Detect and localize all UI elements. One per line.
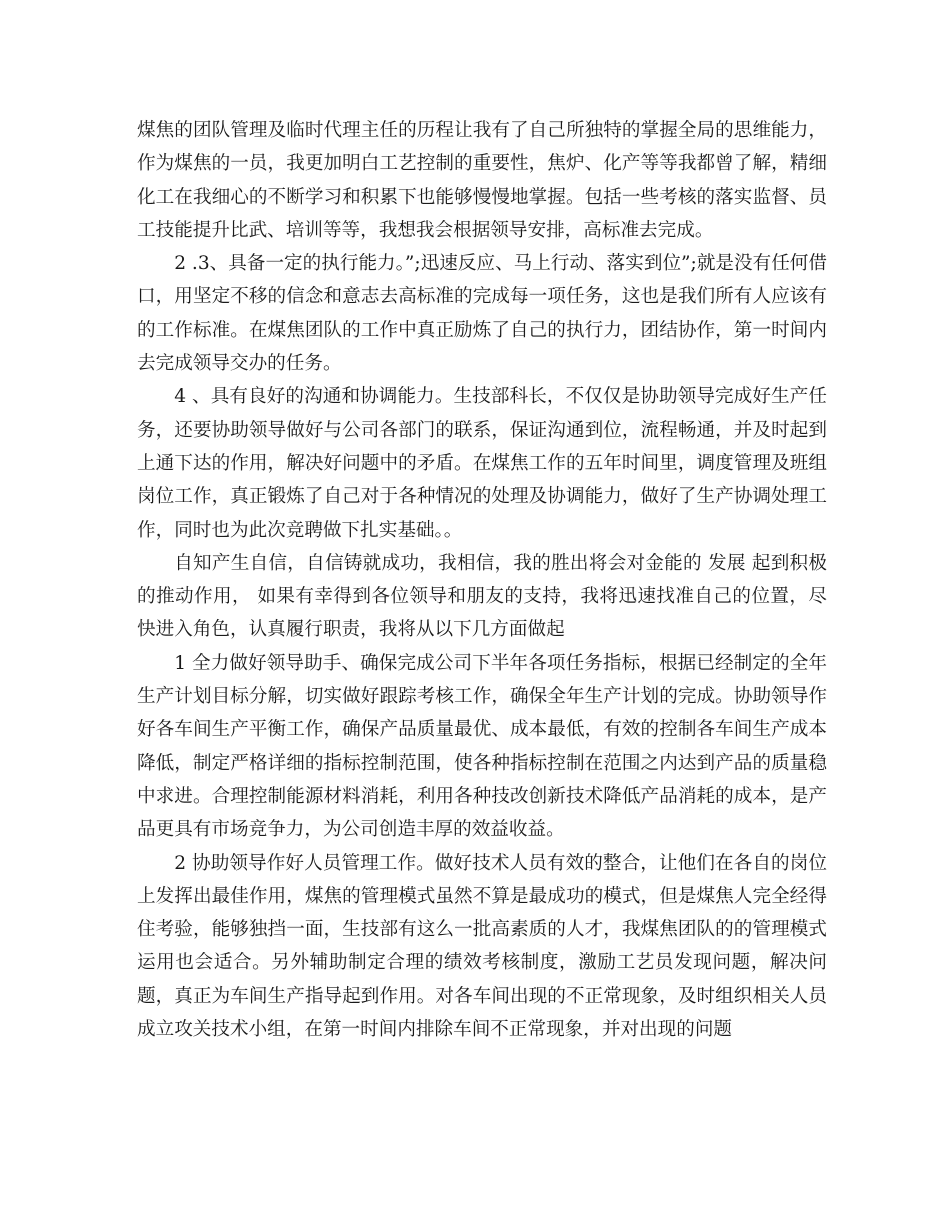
document-body: [137, 114, 827, 1046]
paragraph-2: 2 .3、具备一定的执行能力。”;迅速反应、马上行动、落实到位”;就是没有任何借口，用坚定不移的信念和意志去高标准的完成每一项任务，这也是我们所有人应该有的工作标准。在煤焦团队的工作中真正励炼了自己的执行力，团结协作，第一时间内去完成领导交办的任务。: [137, 253, 827, 375]
paragraph-3: 4 、具有良好的沟通和协调能力。生技部科长，不仅仅是协助领导完成好生产任务，还要协助领导做好与公司各部门的联系，保证沟通到位，流程畅通，并及时起到上通下达的作用，解决好问题中的矛盾。在煤焦工作的五年时间里，调度管理及班组岗位工作，真正锻炼了自己对于各种情况的处理及协调能力，做好了生产协调处理工作，同时也为此次竞聘做下扎实基础。。: [137, 386, 827, 541]
paragraph-1: 煤焦的团队管理及临时代理主任的历程让我有了自己所独特的掌握全局的思维能力，作为煤焦的一员，我更加明白工艺控制的重要性，焦炉、化产等等我都曾了解，精细化工在我细心的不断学习和积累下也能够慢慢地掌握。包括一些考核的落实监督、员工技能提升比武、培训等等，我想我会根据领导安排，高标准去完成。: [137, 120, 827, 241]
paragraph-6: 2 协助领导作好人员管理工作。做好技术人员有效的整合，让他们在各自的岗位上发挥出最佳作用，煤焦的管理模式虽然不算是最成功的模式，但是煤焦人完全经得住考验，能够独挡一面，生技部有这么一批高素质的人才，我煤焦团队的的管理模式运用也会适合。另外辅助制定合理的绩效考核制度，激励工艺员发现问题，解决问题，真正为车间生产指导起到作用。对各车间出现的不正常现象，及时组织相关人员成立攻关技术小组，在第一时间内排除车间不正常现象，并对出现的问题: [137, 852, 827, 1041]
paragraph-4: 自知产生自信，自信铸就成功，我相信，我的胜出将会对金能的 发展 起到积极的推动作用， 如果有幸得到各位领导和朋友的支持，我将迅速找准自己的位置，尽快进入角色，认真履行职责，我将从以下几方面做起: [137, 552, 827, 641]
paragraph-5: 1 全力做好领导助手、确保完成公司下半年各项任务指标，根据已经制定的全年生产计划目标分解，切实做好跟踪考核工作，确保全年生产计划的完成。协助领导作好各车间生产平衡工作，确保产品质量最优、成本最低，有效的控制各车间生产成本降低，制定严格详细的指标控制范围，使各种指标控制在范围之内达到产品的质量稳中求进。合理控制能源材料消耗，利用各种技改创新技术降低产品消耗的成本，是产品更具有市场竞争力，为公司创造丰厚的效益收益。: [137, 652, 827, 841]
